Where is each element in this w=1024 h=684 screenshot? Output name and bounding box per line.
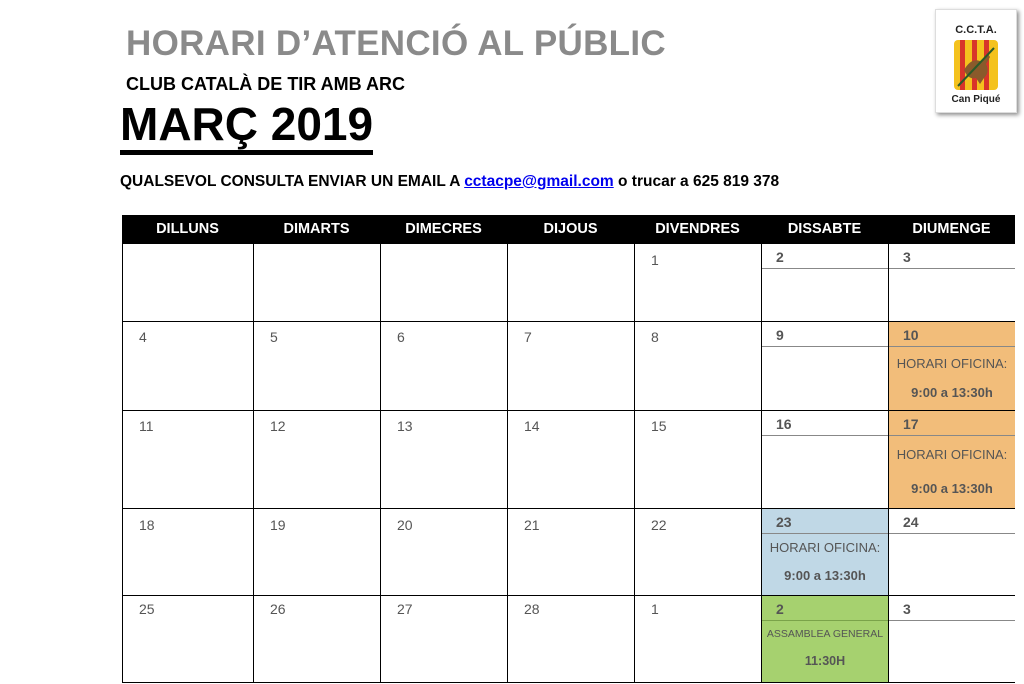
month-heading: MARÇ 2019 [120, 98, 373, 155]
day-number: 7 [524, 329, 532, 345]
office-hours-time: 9:00 a 13:30h [911, 481, 993, 496]
day-cell[interactable] [888, 243, 1015, 321]
day-cell[interactable] [507, 321, 634, 410]
day-number: 21 [524, 517, 540, 533]
day-cell[interactable] [380, 321, 507, 410]
day-number: 27 [397, 601, 413, 617]
day-cell[interactable] [634, 595, 761, 683]
day-cell[interactable] [507, 595, 634, 683]
day-number: 8 [651, 329, 659, 345]
day-cell[interactable] [380, 243, 507, 321]
weekday-header [122, 215, 1015, 243]
day-number: 23 [762, 509, 888, 534]
day-cell[interactable] [253, 321, 380, 410]
day-number: 20 [397, 517, 413, 533]
day-cell[interactable] [122, 410, 253, 508]
day-number: 6 [397, 329, 405, 345]
day-cell[interactable] [888, 595, 1015, 683]
weekday-friday: DIVENDRES [655, 221, 740, 237]
day-cell-office-hours[interactable] [888, 410, 1015, 508]
day-number: 25 [139, 601, 155, 617]
club-name: CLUB CATALÀ DE TIR AMB ARC [126, 74, 405, 94]
day-number: 9 [762, 322, 888, 347]
office-hours-label: HORARI OFICINA: [896, 447, 1008, 462]
club-logo [935, 9, 1017, 113]
day-cell[interactable] [380, 508, 507, 595]
day-cell[interactable] [761, 243, 888, 321]
day-cell[interactable] [507, 243, 634, 321]
day-number: 2 [762, 596, 888, 621]
page-title: HORARI D’ATENCIÓ AL PÚBLIC [126, 24, 666, 63]
day-number: 17 [889, 411, 1015, 436]
day-number: 12 [270, 418, 286, 434]
day-number: 18 [139, 517, 155, 533]
assembly-label: ASSAMBLEA GENERAL [766, 628, 884, 640]
weekday-tuesday: DIMARTS [283, 221, 350, 237]
email-link[interactable]: cctacpe@gmail.com [464, 173, 614, 190]
day-number: 13 [397, 418, 413, 434]
day-cell-office-hours[interactable] [761, 508, 888, 595]
day-number: 5 [270, 329, 278, 345]
weekday-monday: DILLUNS [156, 221, 219, 237]
day-cell[interactable] [761, 321, 888, 410]
day-cell[interactable] [122, 321, 253, 410]
day-cell[interactable] [888, 508, 1015, 595]
day-number: 19 [270, 517, 286, 533]
office-hours-label: HORARI OFICINA: [769, 540, 881, 555]
day-number: 28 [524, 601, 540, 617]
day-cell[interactable] [122, 508, 253, 595]
day-number: 3 [889, 596, 1015, 621]
day-cell[interactable] [507, 410, 634, 508]
weekday-thursday: DIJOUS [543, 221, 598, 237]
day-number: 15 [651, 418, 667, 434]
day-cell[interactable] [253, 410, 380, 508]
day-cell[interactable] [380, 410, 507, 508]
calendar-grid [122, 215, 1015, 683]
day-cell-office-hours[interactable] [888, 321, 1015, 410]
day-number: 14 [524, 418, 540, 434]
day-number: 1 [651, 601, 659, 617]
day-cell[interactable] [253, 243, 380, 321]
day-cell[interactable] [253, 595, 380, 683]
day-number: 2 [762, 244, 888, 269]
contact-prefix: QUALSEVOL CONSULTA ENVIAR UN EMAIL A [120, 173, 460, 190]
day-number: 11 [139, 418, 154, 434]
weekday-wednesday: DIMECRES [405, 221, 482, 237]
day-number: 3 [889, 244, 1015, 269]
day-cell-assembly[interactable] [761, 595, 888, 683]
contact-line [120, 173, 779, 191]
day-cell[interactable] [122, 595, 253, 683]
day-number: 26 [270, 601, 286, 617]
contact-suffix: o trucar a 625 819 378 [618, 173, 780, 190]
day-cell[interactable] [634, 410, 761, 508]
day-number: 4 [139, 329, 147, 345]
day-cell[interactable] [122, 243, 253, 321]
day-cell[interactable] [634, 321, 761, 410]
day-cell[interactable] [634, 243, 761, 321]
weekday-sunday: DIUMENGE [912, 221, 991, 237]
office-hours-label: HORARI OFICINA: [896, 356, 1008, 371]
weekday-saturday: DISSABTE [787, 221, 862, 237]
day-number: 10 [889, 322, 1015, 347]
day-number: 24 [889, 509, 1015, 534]
assembly-time: 11:30H [804, 654, 846, 668]
logo-bottom-text: Can Piqué [951, 94, 1001, 105]
day-cell[interactable] [634, 508, 761, 595]
day-number: 1 [651, 252, 659, 268]
office-hours-time: 9:00 a 13:30h [911, 385, 993, 400]
day-number: 16 [762, 411, 888, 436]
day-cell[interactable] [507, 508, 634, 595]
day-cell[interactable] [253, 508, 380, 595]
office-hours-time: 9:00 a 13:30h [784, 568, 866, 583]
day-number: 22 [651, 517, 667, 533]
logo-top-text: C.C.T.A. [955, 24, 997, 36]
day-cell[interactable] [380, 595, 507, 683]
archer-emblem-logo-icon [950, 40, 1002, 92]
day-cell[interactable] [761, 410, 888, 508]
